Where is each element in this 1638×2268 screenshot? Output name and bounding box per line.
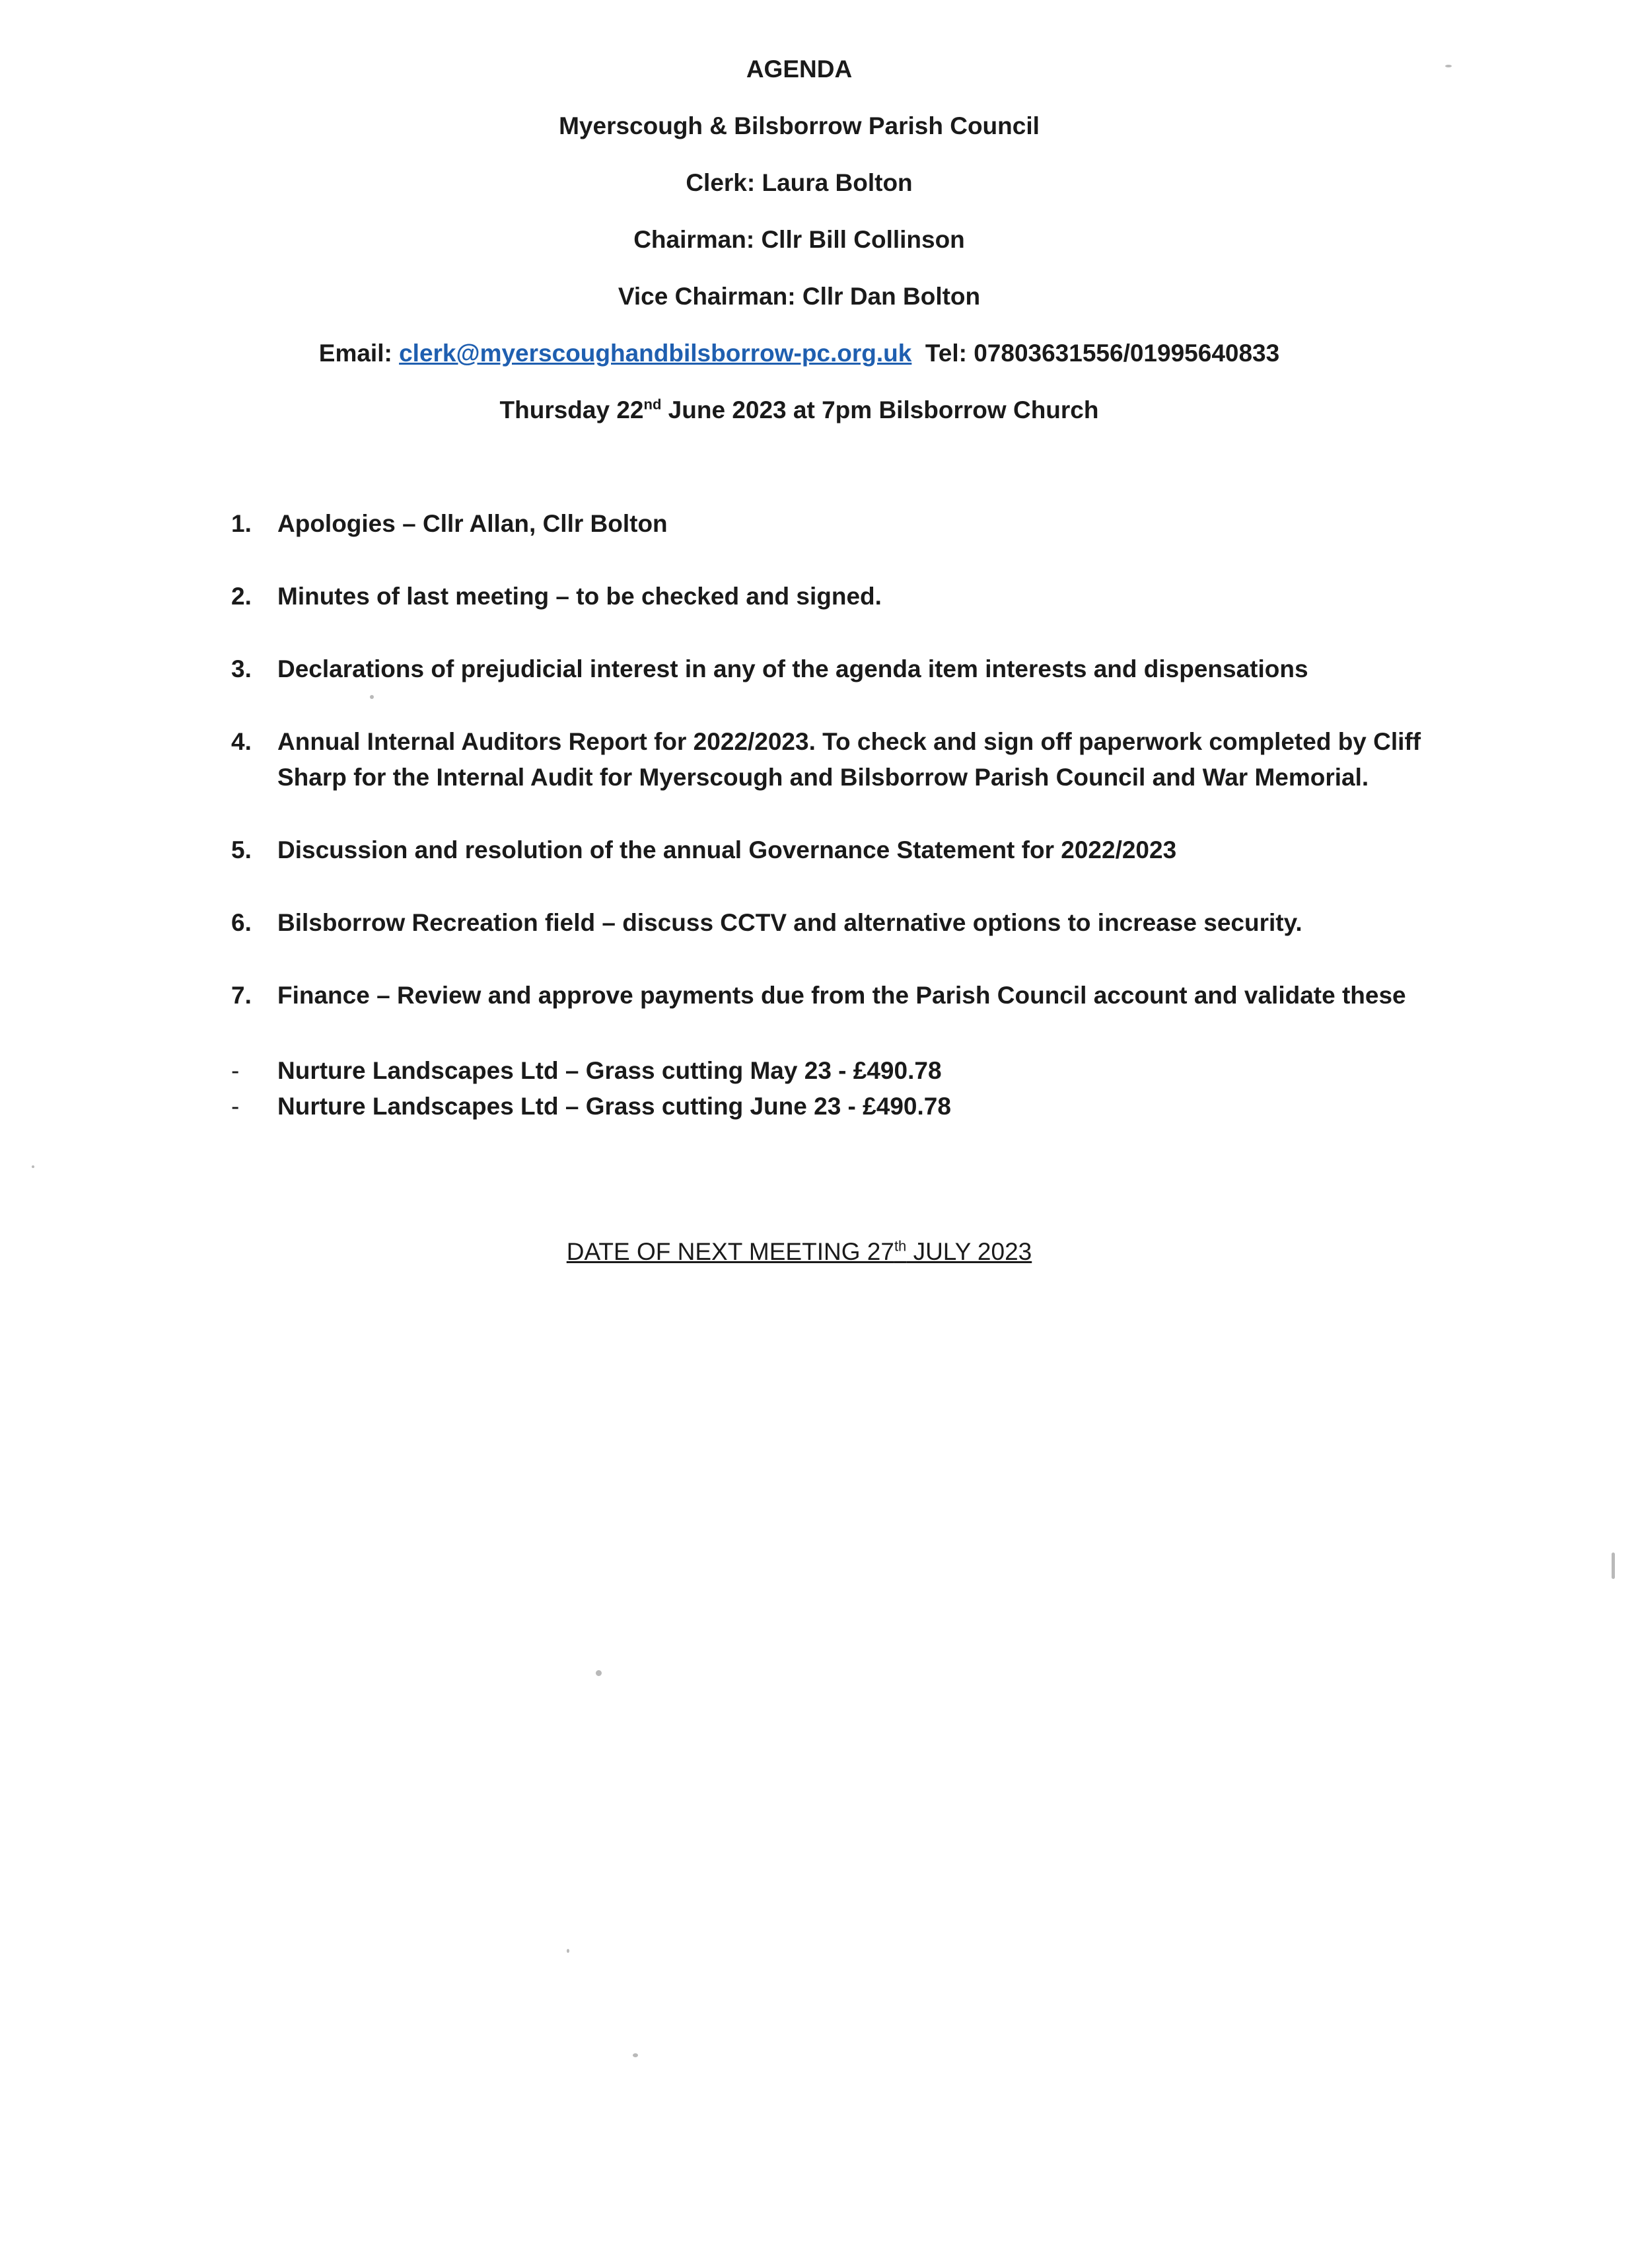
- email-link[interactable]: clerk@myerscoughandbilsborrow-pc.org.uk: [399, 340, 912, 367]
- payment-text: Nurture Landscapes Ltd – Grass cutting June 23 - £490.78: [277, 1093, 951, 1120]
- clerk-line: Clerk: Laura Bolton: [686, 169, 913, 196]
- next-meeting-rest: JULY 2023: [906, 1238, 1032, 1265]
- payment-bullet: -: [231, 1093, 240, 1120]
- payment-bullet: -: [231, 1057, 240, 1084]
- scan-speck: [567, 1949, 569, 1953]
- agenda-item: [231, 978, 1486, 1013]
- agenda-item: [231, 724, 1486, 795]
- payment-text: Nurture Landscapes Ltd – Grass cutting May 23 - £490.78: [277, 1057, 942, 1084]
- telephone: Tel: 07803631556/01995640833: [925, 340, 1280, 367]
- agenda-item-text: Apologies – Cllr Allan, Cllr Bolton: [277, 510, 668, 537]
- meeting-day: Thursday 22: [499, 396, 644, 423]
- agenda-item-number: 2.: [231, 583, 252, 610]
- payment-item: [231, 1089, 1486, 1124]
- agenda-item: [231, 832, 1486, 868]
- chairman-line: Chairman: Cllr Bill Collinson: [633, 226, 965, 253]
- scan-speck: [596, 1670, 602, 1676]
- agenda-items-list: [231, 506, 1486, 1050]
- meeting-day-suffix: nd: [643, 396, 662, 413]
- agenda-item-text: Declarations of prejudicial interest in any of the agenda item interests and dispensations: [277, 655, 1308, 682]
- payments-list: [231, 1053, 1486, 1124]
- agenda-item: [231, 905, 1486, 941]
- next-meeting-date: [0, 1238, 1598, 1266]
- meeting-date-line: [0, 394, 1598, 451]
- scan-speck: [1445, 65, 1452, 67]
- scan-speck: [633, 2053, 638, 2057]
- scan-speck: [1612, 1553, 1615, 1579]
- agenda-item-number: 4.: [231, 728, 252, 755]
- agenda-item-number: 7.: [231, 982, 252, 1009]
- scan-speck: [32, 1165, 34, 1168]
- agenda-item: [231, 579, 1486, 614]
- meeting-details: June 2023 at 7pm Bilsborrow Church: [661, 396, 1099, 423]
- agenda-title: AGENDA: [746, 55, 853, 83]
- payment-item: [231, 1053, 1486, 1089]
- scan-speck: [370, 695, 374, 699]
- agenda-item: [231, 506, 1486, 542]
- agenda-item-number: 3.: [231, 655, 252, 682]
- agenda-item: [231, 651, 1486, 687]
- council-name: Myerscough & Bilsborrow Parish Council: [559, 112, 1040, 139]
- agenda-item-text: Annual Internal Auditors Report for 2022/2023. To check and sign off paperwork completed by Cliff Sharp for the Internal Audit for Myerscough and Bilsborrow Parish Council and War Memorial.: [277, 728, 1421, 791]
- email-label: Email:: [318, 340, 392, 367]
- agenda-item-number: 6.: [231, 909, 252, 936]
- contact-line: [0, 337, 1598, 394]
- agenda-item-number: 5.: [231, 836, 252, 863]
- agenda-item-text: Minutes of last meeting – to be checked and signed.: [277, 583, 882, 610]
- agenda-item-text: Finance – Review and approve payments due from the Parish Council account and validate these: [277, 982, 1406, 1009]
- agenda-item-text: Discussion and resolution of the annual Governance Statement for 2022/2023: [277, 836, 1177, 863]
- agenda-header: [0, 53, 1598, 451]
- next-meeting-suffix: th: [894, 1237, 907, 1255]
- next-meeting-prefix: DATE OF NEXT MEETING 27: [566, 1238, 894, 1265]
- agenda-item-text: Bilsborrow Recreation field – discuss CCTV and alternative options to increase security.: [277, 909, 1302, 936]
- vice-chairman-line: Vice Chairman: Cllr Dan Bolton: [618, 283, 981, 310]
- agenda-item-number: 1.: [231, 510, 252, 537]
